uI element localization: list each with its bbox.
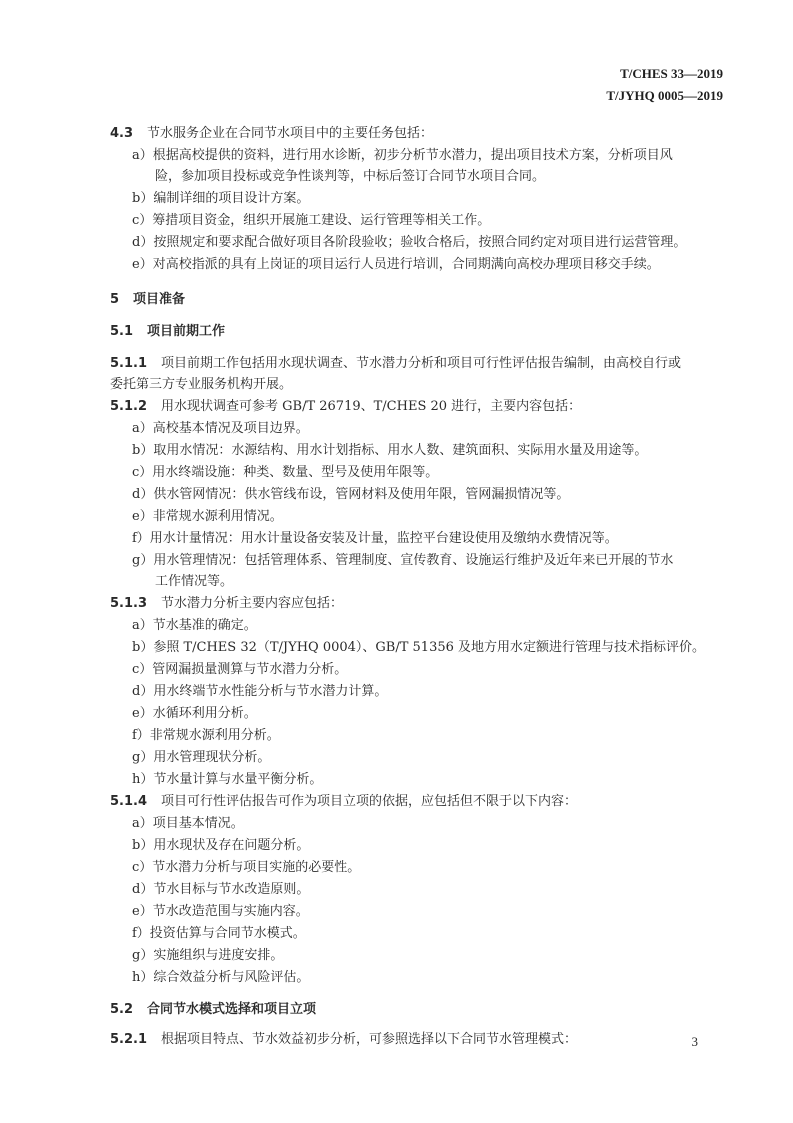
list-item: d）按照规定和要求配合做好项目各阶段验收；验收合格后，按照合同约定对项目进行运营管理。	[132, 235, 687, 250]
list-item: e）对高校指派的具有上岗证的项目运行人员进行培训，合同期满向高校办理项目移交手续。	[132, 257, 660, 272]
clause-5-1-1	[110, 354, 723, 374]
list-item: h）综合效益分析与风险评估。	[132, 970, 310, 985]
section-5-1-heading	[110, 322, 723, 342]
list-item: b）取用水情况：水源结构、用水计划指标、用水人数、建筑面积、实际用水量及用途等。	[132, 443, 648, 458]
list-item: g）实施组织与进度安排。	[132, 948, 284, 963]
clause-text: 节水服务企业在合同节水项目中的主要任务包括：	[147, 126, 434, 141]
list-item-continuation: 险，参加项目投标或竞争性谈判等，中标后签订合同节水项目合同。	[155, 169, 546, 184]
section-5-heading	[110, 290, 723, 310]
clause-number: 5.1.1	[110, 356, 148, 371]
clause-5-1-3	[110, 594, 723, 614]
list-item: a）高校基本情况及项目边界。	[132, 421, 309, 436]
clause-text: 项目可行性评估报告可作为项目立项的依据，应包括但不限于以下内容：	[161, 794, 578, 809]
section-number: 5.1	[110, 324, 134, 339]
list-item: g）用水管理现状分析。	[132, 750, 271, 765]
list-item: c）筹措项目资金，组织开展施工建设、运行管理等相关工作。	[132, 213, 491, 228]
clause-number: 5.1.2	[110, 399, 148, 414]
list-item: e）水循环利用分析。	[132, 706, 257, 721]
list-item: g）用水管理情况：包括管理体系、管理制度、宣传教育、设施运行维护及近年来已开展的节水	[132, 553, 674, 568]
list-item: d）供水管网情况：供水管线布设，管网材料及使用年限，管网漏损情况等。	[132, 487, 570, 502]
list-item: a）项目基本情况。	[132, 816, 244, 831]
clause-text: 项目前期工作包括用水现状调查、节水潜力分析和项目可行性评估报告编制，由高校自行或	[161, 356, 682, 371]
clause-5-1-4	[110, 792, 723, 812]
section-number: 5	[110, 292, 120, 307]
list-item: d）用水终端节水性能分析与节水潜力计算。	[132, 684, 388, 699]
clause-number: 4.3	[110, 126, 134, 141]
clause-4-3	[110, 124, 723, 144]
list-item: a）节水基准的确定。	[132, 618, 257, 633]
list-item: f）非常规水源利用分析。	[132, 728, 280, 743]
clause-text: 节水潜力分析主要内容应包括：	[161, 596, 344, 611]
section-number: 5.2	[110, 1002, 134, 1017]
section-title: 合同节水模式选择和项目立项	[147, 1002, 317, 1017]
standard-number-1: T/CHES 33—2019	[620, 66, 723, 81]
clause-number: 5.1.4	[110, 794, 148, 809]
standard-number-2: T/JYHQ 0005—2019	[606, 88, 723, 103]
section-title: 项目前期工作	[147, 324, 226, 339]
list-item: b）用水现状及存在问题分析。	[132, 838, 310, 853]
list-item: a）根据高校提供的资料，进行用水诊断，初步分析节水潜力，提出项目技术方案，分析项目风	[132, 148, 673, 163]
list-item: c）节水潜力分析与项目实施的必要性。	[132, 860, 361, 875]
clause-continuation: 委托第三方专业服务机构开展。	[110, 377, 293, 392]
list-item: b）参照 T/CHES 32（T/JYHQ 0004）、GB/T 51356 及地方用水定额进行管理与技术指标评价。	[132, 640, 706, 655]
clause-number: 5.2.1	[110, 1032, 148, 1047]
section-5-2-heading	[110, 1000, 723, 1020]
list-item: f）用水计量情况：用水计量设备安装及计量，监控平台建设使用及缴纳水费情况等。	[132, 531, 618, 546]
clause-text: 用水现状调查可参考 GB/T 26719、T/CHES 20 进行，主要内容包括：	[161, 399, 582, 414]
clause-number: 5.1.3	[110, 596, 148, 611]
list-item: f）投资估算与合同节水模式。	[132, 926, 306, 941]
list-item: c）用水终端设施：种类、数量、型号及使用年限等。	[132, 465, 439, 480]
clause-5-2-1	[110, 1030, 723, 1050]
list-item: h）节水量计算与水量平衡分析。	[132, 772, 323, 787]
list-item: e）非常规水源利用情况。	[132, 509, 283, 524]
list-item: c）管网漏损量测算与节水潜力分析。	[132, 662, 348, 677]
list-item: b）编制详细的项目设计方案。	[132, 191, 310, 206]
clause-text: 根据项目特点、节水效益初步分析，可参照选择以下合同节水管理模式：	[161, 1032, 578, 1047]
list-item: e）节水改造范围与实施内容。	[132, 904, 309, 919]
list-item: d）节水目标与节水改造原则。	[132, 882, 310, 897]
section-title: 项目准备	[133, 292, 186, 307]
page-number: 3	[691, 1034, 698, 1049]
list-item-continuation: 工作情况等。	[155, 574, 234, 589]
clause-5-1-2	[110, 397, 723, 417]
